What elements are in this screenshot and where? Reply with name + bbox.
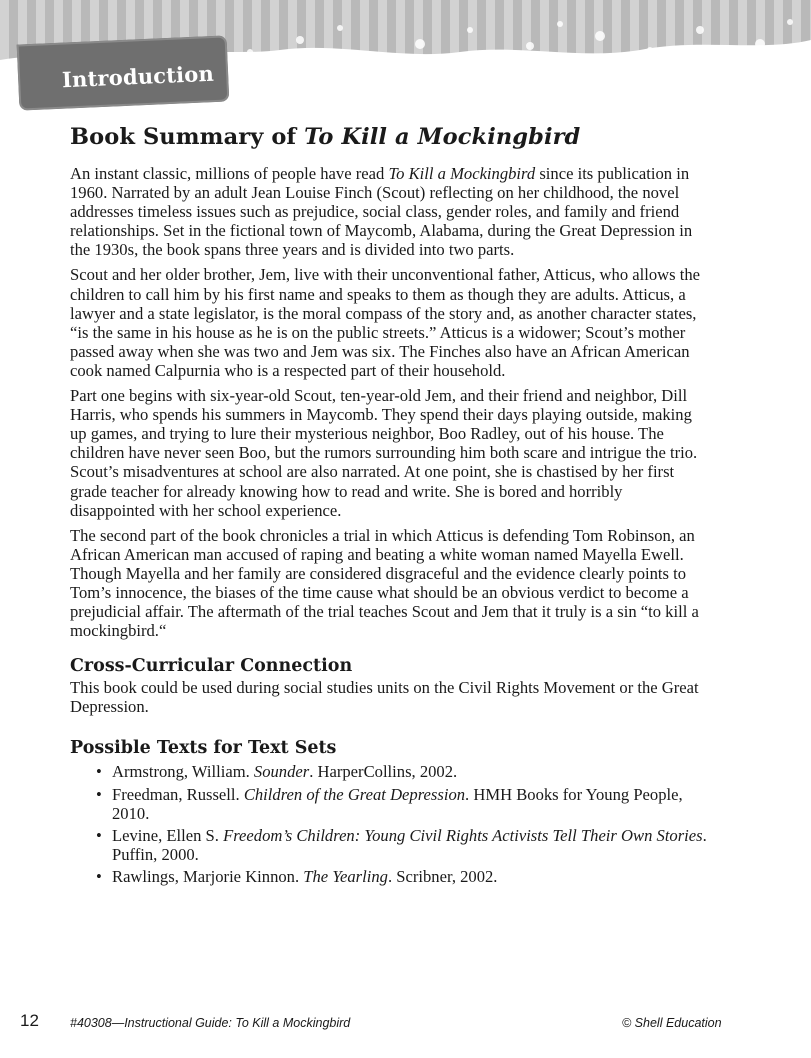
summary-paragraph-1-text-a: An instant classic, millions of people have read [70, 164, 389, 183]
citation-publisher: . HarperCollins, 2002. [309, 762, 458, 782]
summary-paragraph-2: Scout and her older brother, Jem, live with their unconventional father, Atticus, who allows the children to call him by his first name and speaks to them as though they are adults. Atticus, a lawyer and a state legislator, is the moral compass of the story and, as another character states, “is the same in his house as he is on the public streets.” Atticus is a widower; Scout’s mother passed away when she was two and Jem was six. The Finches also have an African American cook named Calpurnia who is a respected part of their household. [70, 265, 701, 380]
summary-paragraph-1-book-title: To Kill a Mockingbird [388, 164, 536, 183]
citation-title: Sounder [253, 762, 310, 782]
page-number: 12 [20, 1011, 39, 1030]
list-item [94, 826, 710, 864]
summary-paragraph-3: Part one begins with six-year-old Scout, ten-year-old Jem, and their friend and neighbor, Dill Harris, who spends his summers in Maycomb. They spend their days playing outside, making up games, and trying to lure their mysterious neighbor, Boo Radley, out of his house. The children have never seen Boo, but the rumors surrounding him both scare and intrigue the trio. Scout’s misadventures at school are also narrated. At one point, she is chastised by her first grade teacher for already knowing how to read and write. She is bored and horribly disappointed with her school experience. [70, 386, 698, 520]
list-item [94, 867, 710, 886]
list-item [94, 762, 710, 781]
cross-curricular-heading: Cross-Curricular Connection [70, 656, 353, 677]
summary-paragraph-1 [70, 164, 710, 259]
section-tab-label: Introduction [61, 60, 215, 93]
citation-publisher: . Scribner, 2002. [387, 866, 498, 886]
summary-paragraph-1-text-b: since its publication in 1960. Narrated by an adult Jean Louise Finch (Scout) reflecting on her childhood, the novel addresses timeless issues such as prejudice, social class, gender roles, and family and friend relationships. Set in the fictional town of Maycomb, Alabama, during the Great Depression in the 1930s, the book spans three years and is divided into two parts. [70, 164, 693, 260]
citation-title: Freedom’s Children: Young Civil Rights Activists Tell Their Own Stories [223, 825, 703, 845]
citation-title: Children of the Great Depression [243, 784, 466, 804]
text-sets-heading: Possible Texts for Text Sets [70, 738, 337, 759]
citation-publisher: . HMH Books for Young People, 2010. [112, 784, 683, 823]
summary-heading [70, 124, 710, 150]
footer-guide-title: #40308—Instructional Guide: To Kill a Mockingbird [70, 1016, 351, 1030]
citation-author: Armstrong, William. [112, 762, 254, 782]
cross-curricular-text: This book could be used during social studies units on the Civil Rights Movement or the Great Depression. [70, 678, 699, 717]
page-content [70, 124, 710, 889]
citation-author: Rawlings, Marjorie Kinnon. [112, 866, 304, 886]
citation-title: The Yearling [303, 866, 388, 886]
text-sets-list [70, 762, 710, 886]
summary-heading-book-title: To Kill a Mockingbird [304, 124, 581, 150]
footer-publisher: © Shell Education [622, 1016, 722, 1030]
citation-author: Levine, Ellen S. [112, 825, 224, 845]
list-item [94, 785, 710, 823]
citation-publisher: . Puffin, 2000. [112, 825, 707, 864]
summary-paragraph-4: The second part of the book chronicles a trial in which Atticus is defending Tom Robinson, an African American man accused of raping and beating a white woman named Mayella Ewell. Though Mayella and her family are considered disgraceful and the evidence clearly points to Tom’s innocence, the biases of the time cause what should be an obvious verdict to become a prejudicial affair. The aftermath of the trial teaches Scout and Jem that it truly is a sin “to kill a mockingbird.“ [70, 525, 699, 641]
summary-heading-prefix: Book Summary of [70, 124, 305, 150]
citation-author: Freedman, Russell. [112, 784, 244, 804]
